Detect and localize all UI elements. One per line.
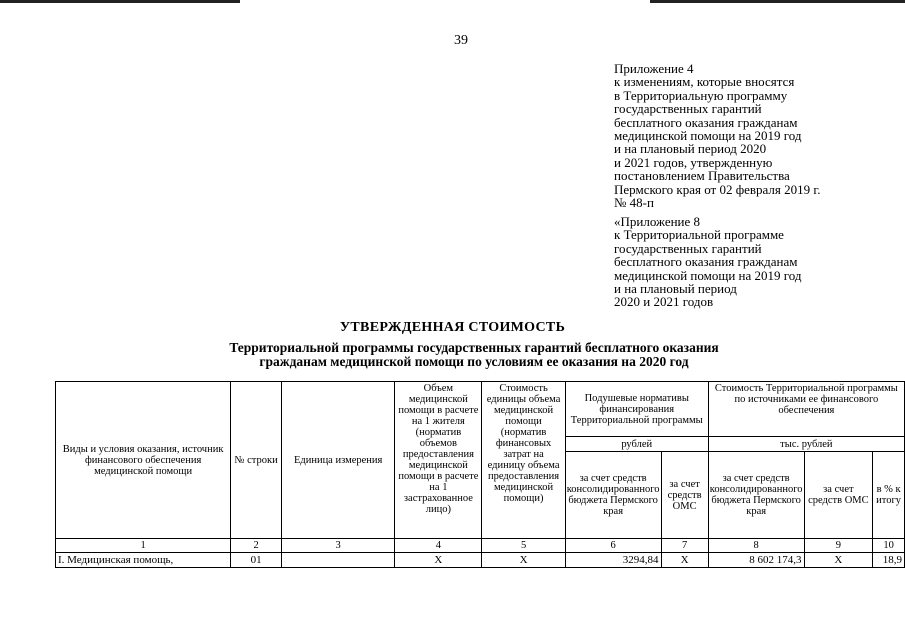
document-title: УТВЕРЖДЕННАЯ СТОИМОСТЬ <box>339 320 566 335</box>
column-number: 7 <box>661 539 708 553</box>
column-number: 9 <box>804 539 873 553</box>
appendix-8-line: 2020 и 2021 годов <box>614 294 714 310</box>
column-number: 8 <box>708 539 804 553</box>
header-rubles: рублей <box>565 437 708 452</box>
appendix-4-line: постановлением Правительства <box>614 168 790 184</box>
header-consolidated-budget-2: за счет средств консолидированного бюджета Пермского края <box>708 452 804 539</box>
column-number: 5 <box>482 539 565 553</box>
row-unit-cell <box>281 553 394 568</box>
header-percent: в % к итогу <box>873 452 905 539</box>
row-percent-cell: 18,9 <box>873 553 905 568</box>
column-number: 2 <box>231 539 282 553</box>
header-oms: за счет средств ОМС <box>661 452 708 539</box>
appendix-4-line: медицинской помощи на 2019 год <box>614 128 802 144</box>
row-unit-cost-cell: X <box>482 553 565 568</box>
appendix-8-block <box>614 215 899 309</box>
row-type-cell: I. Медицинская помощь, <box>56 553 231 568</box>
column-number: 6 <box>565 539 661 553</box>
header-unit: Единица измерения <box>281 382 394 539</box>
header-thousand-rubles: тыс. рублей <box>708 437 904 452</box>
header-volume: Объем медицинской помощи в расчете на 1 жителя (норматив объемов предоставления медицинской помощи в расчете на 1 застрахованное лицо) <box>395 382 482 539</box>
appendix-4-line: № 48-п <box>614 195 654 211</box>
top-border-right <box>650 0 905 3</box>
column-number: 1 <box>56 539 231 553</box>
appendix-4-line: Приложение 4 <box>614 61 694 76</box>
appendix-8-line: и на плановый период <box>614 281 737 297</box>
header-types: Виды и условия оказания, источник финансового обеспечения медицинской помощи <box>56 382 231 539</box>
row-volume-cell: X <box>395 553 482 568</box>
document-subtitle <box>120 341 828 369</box>
approved-cost-table <box>55 381 905 568</box>
subtitle-line: гражданам медицинской помощи по условиям ее оказания на 2020 год <box>259 354 689 369</box>
appendix-8-line: государственных гарантий <box>614 240 762 256</box>
appendix-8-line: к Территориальной программе <box>614 227 784 243</box>
subtitle-line: Территориальной программы государственных гарантий бесплатного оказания <box>229 340 719 355</box>
header-oms-2: за счет средств ОМС <box>804 452 873 539</box>
appendix-8-line: «Приложение 8 <box>614 214 701 229</box>
row-budget-per-capita-cell: 3294,84 <box>565 553 661 568</box>
header-per-capita: Подушевые нормативы финансирования Территориальной программы <box>565 382 708 437</box>
appendix-4-line: Пермского края от 02 февраля 2019 г. <box>614 181 821 197</box>
appendix-4-line: бесплатного оказания гражданам <box>614 114 798 130</box>
page-number: 39 <box>454 33 468 48</box>
appendix-4-line: и 2021 годов, утвержденную <box>614 154 773 170</box>
appendix-8-line: медицинской помощи на 2019 год <box>614 267 802 283</box>
appendix-4-line: государственных гарантий <box>614 101 762 117</box>
column-number: 3 <box>281 539 394 553</box>
header-row-number: № строки <box>231 382 282 539</box>
row-number-cell: 01 <box>231 553 282 568</box>
column-number: 10 <box>873 539 905 553</box>
appendix-4-line: и на плановый период 2020 <box>614 141 767 157</box>
row-oms-total-cell: X <box>804 553 873 568</box>
appendix-4-block <box>614 62 899 209</box>
table-row <box>56 553 905 568</box>
appendix-4-line: к изменениям, которые вносятся <box>614 74 795 90</box>
appendix-4-line: в Территориальную программу <box>614 87 788 103</box>
row-oms-per-capita-cell: X <box>661 553 708 568</box>
header-unit-cost: Стоимость единицы объема медицинской помощи (норматив финансовых затрат на единицу объема предоставления медицинской помощи) <box>482 382 565 539</box>
header-consolidated-budget: за счет средств консолидированного бюджета Пермского края <box>565 452 661 539</box>
row-budget-total-cell: 8 602 174,3 <box>708 553 804 568</box>
appendix-8-line: бесплатного оказания гражданам <box>614 254 798 270</box>
column-number: 4 <box>395 539 482 553</box>
top-border-left <box>0 0 240 3</box>
header-cost-by-source: Стоимость Территориальной программы по источниками ее финансового обеспечения <box>708 382 904 437</box>
